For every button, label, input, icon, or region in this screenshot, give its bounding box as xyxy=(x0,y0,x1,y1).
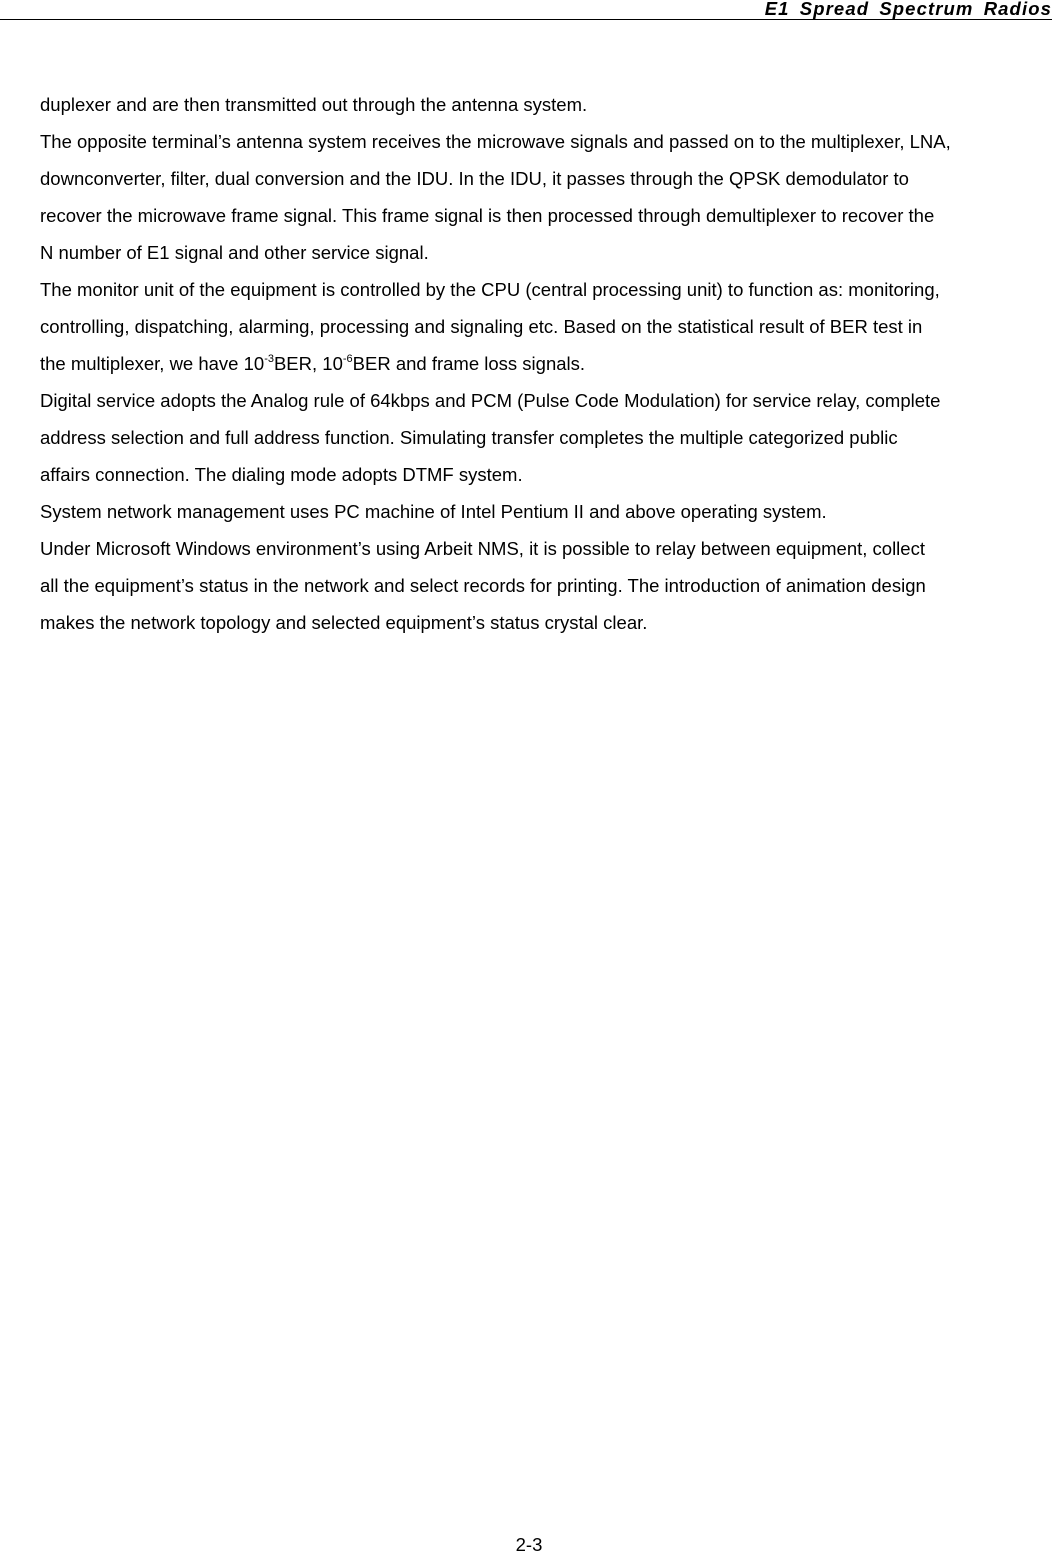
text-line: controlling, dispatching, alarming, processing and signaling etc. Based on the statistical result of BER test in xyxy=(40,316,923,337)
text-line: address selection and full address function. Simulating transfer completes the multiple categorized public xyxy=(40,427,898,448)
ber-mid: BER, 10 xyxy=(273,353,343,374)
ber-prefix: the multiplexer, we have 10 xyxy=(40,353,265,374)
text-line: Digital service adopts the Analog rule of 64kbps and PCM (Pulse Code Modulation) for service relay, complete xyxy=(40,390,941,411)
text-line: System network management uses PC machine of Intel Pentium II and above operating system. xyxy=(40,501,827,522)
page-header xyxy=(0,0,1052,20)
text-line: duplexer and are then transmitted out through the antenna system. xyxy=(40,94,588,115)
text-line: Under Microsoft Windows environment’s using Arbeit NMS, it is possible to relay between equipment, collect xyxy=(40,538,925,559)
text-line: makes the network topology and selected equipment’s status crystal clear. xyxy=(40,612,648,633)
ber-suffix: BER and frame loss signals. xyxy=(352,353,586,374)
page-number: 2-3 xyxy=(515,1534,543,1555)
text-line: downconverter, filter, dual conversion and the IDU. In the IDU, it passes through the QPSK demodulator to xyxy=(40,168,909,189)
header-title: E1 Spread Spectrum Radios xyxy=(764,0,1052,19)
ber-exponent-1: -3 xyxy=(264,352,274,365)
body-text xyxy=(40,86,1058,641)
text-line: affairs connection. The dialing mode adopts DTMF system. xyxy=(40,464,523,485)
text-line: The opposite terminal’s antenna system receives the microwave signals and passed on to the multiplexer, LNA, xyxy=(40,131,951,152)
ber-exponent-2: -6 xyxy=(342,352,353,365)
text-line: The monitor unit of the equipment is controlled by the CPU (central processing unit) to function as: monitoring, xyxy=(40,279,940,300)
ber-line xyxy=(40,345,1058,382)
text-line: N number of E1 signal and other service signal. xyxy=(40,242,429,263)
text-line: recover the microwave frame signal. This frame signal is then processed through demultiplexer to recover the xyxy=(40,205,935,226)
text-line: all the equipment’s status in the network and select records for printing. The introduction of animation design xyxy=(40,575,926,596)
